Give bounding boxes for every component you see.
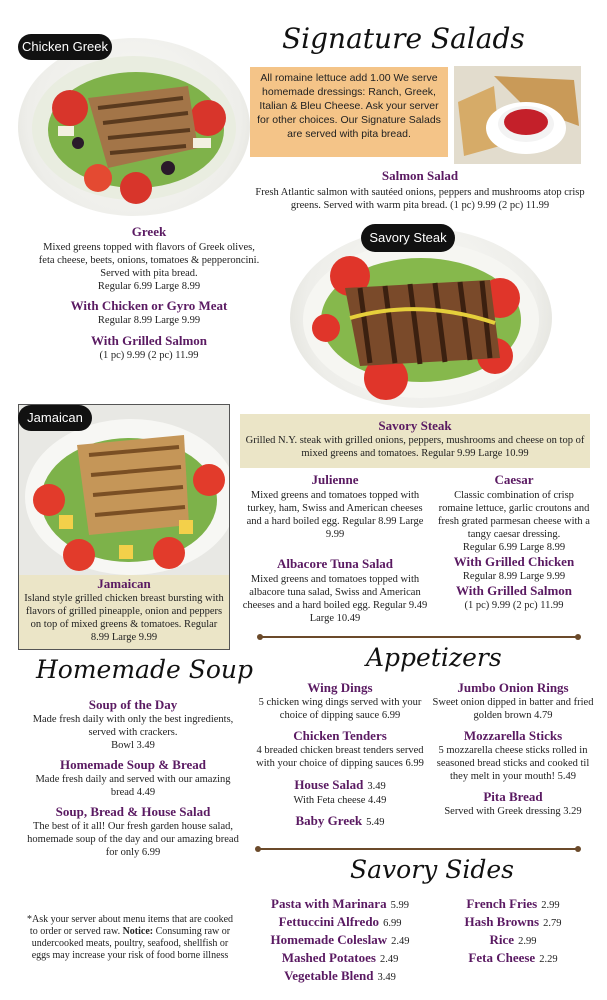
notice-bold: Notice: bbox=[122, 926, 154, 937]
caesar-name: Caesar bbox=[494, 472, 534, 487]
wing-dings-name: Wing Dings bbox=[307, 680, 373, 695]
pita-bread-desc: Served with Greek dressing 3.29 bbox=[444, 806, 582, 817]
appetizers-heading: Appetizers bbox=[366, 643, 502, 672]
side-price: 6.99 bbox=[383, 918, 402, 929]
chicken-tenders-desc: 4 breaded chicken breast tenders served with your choice of dipping sauces 6.99 bbox=[256, 745, 424, 769]
salmon-salad-name: Salmon Salad bbox=[381, 168, 459, 183]
soup-combo-desc: The best of it all! Our fresh garden house salad, homemade soup of the day and our amazing bread for only 6.99 bbox=[27, 821, 239, 858]
house-salad-row bbox=[252, 776, 428, 794]
pita-dip-photo bbox=[454, 66, 581, 164]
side-row bbox=[250, 931, 430, 949]
side-row bbox=[250, 967, 430, 985]
caesar-price: Regular 6.99 Large 8.99 bbox=[462, 542, 566, 553]
side-price: 2.99 bbox=[541, 900, 560, 911]
salad-intro-note bbox=[250, 67, 448, 157]
albacore-item bbox=[240, 556, 430, 625]
mozzarella-sticks-name: Mozzarella Sticks bbox=[463, 728, 563, 743]
side-name: Feta Cheese bbox=[468, 950, 536, 965]
jamaican-item bbox=[19, 575, 229, 649]
chicken-tenders-name: Chicken Tenders bbox=[293, 728, 387, 743]
caesar-chicken-price: Regular 8.99 Large 9.99 bbox=[462, 571, 566, 582]
side-name: Vegetable Blend bbox=[284, 968, 374, 983]
salad-intro-note-text: All romaine lettuce add 1.00 We serve homemade dressings: Ranch, Greek, Italian & Bleu Cheese. Ask your server for other choices. Our Signature Salads are served with pita bread. bbox=[257, 72, 441, 140]
side-price: 2.49 bbox=[391, 936, 410, 947]
greek-chicken-gyro-name: With Chicken or Gyro Meat bbox=[70, 298, 228, 313]
julienne-name: Julienne bbox=[311, 472, 359, 487]
chicken-greek-photo bbox=[18, 38, 250, 216]
caesar-salmon-price: (1 pc) 9.99 (2 pc) 11.99 bbox=[464, 600, 564, 611]
greek-salmon-name: With Grilled Salmon bbox=[90, 333, 208, 348]
greek-desc: Mixed greens topped with flavors of Greek olives, feta cheese, beets, onions, tomatoes & pepperoncini. Served with pita bread. bbox=[38, 242, 260, 279]
notice-line1: *Ask your server about menu items that are cooked to order or served raw. bbox=[26, 914, 234, 937]
greek-item bbox=[34, 224, 264, 362]
jamaican-name: Jamaican bbox=[97, 576, 151, 591]
side-row bbox=[250, 949, 430, 967]
chicken-greek-badge: Chicken Greek bbox=[18, 34, 112, 60]
savory-steak-desc: Grilled N.Y. steak with grilled onions, peppers, mushrooms and cheese on top of mixed greens and tomatoes. Regular 9.99 Large 10.99 bbox=[245, 435, 585, 459]
side-row bbox=[438, 949, 588, 967]
savory-steak-badge: Savory Steak bbox=[361, 224, 455, 252]
greek-salmon-price: (1 pc) 9.99 (2 pc) 11.99 bbox=[99, 350, 199, 361]
house-salad-name: House Salad bbox=[294, 777, 364, 792]
signature-salads-heading: Signature Salads bbox=[282, 22, 525, 55]
side-row bbox=[438, 913, 588, 931]
onion-rings-name: Jumbo Onion Rings bbox=[457, 680, 569, 695]
jamaican-desc: Island style grilled chicken breast bursting with flavors of grilled pineapple, onion and peppers on top of mixed greens & tomatoes. Regular 8.99 Large 9.99 bbox=[24, 593, 224, 643]
baby-greek-price: 5.49 bbox=[366, 817, 385, 828]
salads-divider bbox=[260, 636, 578, 638]
sides-left bbox=[250, 895, 430, 985]
side-price: 5.99 bbox=[390, 900, 409, 911]
side-price: 2.29 bbox=[539, 954, 558, 965]
mozzarella-sticks-desc: 5 mozzarella cheese sticks rolled in seasoned bread sticks and cooked til they melt in your mouth! 5.49 bbox=[436, 745, 590, 782]
side-name: Hash Browns bbox=[464, 914, 540, 929]
greek-name: Greek bbox=[131, 224, 167, 239]
appetizers-divider bbox=[258, 848, 578, 850]
house-salad-price: 3.49 bbox=[367, 781, 386, 792]
soup-bread-name: Homemade Soup & Bread bbox=[59, 757, 206, 772]
albacore-desc: Mixed greens and tomatoes topped with albacore tuna salad, Swiss and American cheeses and a hard boiled egg. Regular 9.49 Large 10.49 bbox=[242, 574, 428, 624]
caesar-chicken-name: With Grilled Chicken bbox=[453, 554, 575, 569]
salmon-salad-item bbox=[240, 168, 600, 212]
side-price: 2.49 bbox=[379, 954, 399, 965]
side-row bbox=[438, 931, 588, 949]
salmon-salad-desc: Fresh Atlantic salmon with sautéed onions, peppers and mushrooms atop crisp greens. Served with warm pita bread. (1 pc) 9.99 (2 pc) 11.99 bbox=[255, 187, 585, 211]
side-price: 3.49 bbox=[377, 972, 396, 983]
caesar-item bbox=[438, 472, 590, 612]
notice-line2: Consuming raw or undercooked meats, poultry, seafood, shellfish or eggs may increase your risk of food borne illness bbox=[31, 926, 231, 961]
homemade-soup-heading: Homemade Soup bbox=[36, 655, 253, 684]
greek-price: Regular 6.99 Large 8.99 bbox=[97, 281, 201, 292]
side-price: 2.99 bbox=[518, 936, 537, 947]
pita-dip-graphic bbox=[454, 66, 581, 164]
albacore-name: Albacore Tuna Salad bbox=[276, 556, 394, 571]
caesar-salmon-name: With Grilled Salmon bbox=[455, 583, 573, 598]
chicken-greek-plate-graphic bbox=[18, 38, 250, 216]
jamaican-badge: Jamaican bbox=[18, 405, 92, 431]
onion-rings-desc: Sweet onion dipped in batter and fried golden brown 4.79 bbox=[432, 697, 594, 721]
side-name: Pasta with Marinara bbox=[271, 896, 387, 911]
soup-of-day-name: Soup of the Day bbox=[88, 697, 178, 712]
side-price: 2.79 bbox=[543, 918, 562, 929]
julienne-item bbox=[240, 472, 430, 541]
julienne-desc: Mixed greens and tomatoes topped with turkey, ham, Swiss and American cheeses and a hard boiled egg. Regular 8.99 Large 9.99 bbox=[246, 490, 424, 540]
side-name: Rice bbox=[489, 932, 515, 947]
savory-steak-plate-graphic bbox=[290, 228, 552, 408]
soup-section bbox=[26, 697, 240, 859]
soup-of-day-desc: Made fresh daily with only the best ingredients, served with crackers. bbox=[32, 714, 234, 738]
soup-bread-desc: Made fresh daily and served with our amazing bread 4.49 bbox=[35, 774, 231, 798]
side-row bbox=[250, 895, 430, 913]
baby-greek-row bbox=[252, 812, 428, 830]
baby-greek-name: Baby Greek bbox=[295, 813, 363, 828]
side-name: French Fries bbox=[466, 896, 538, 911]
house-salad-feta: With Feta cheese 4.49 bbox=[293, 795, 387, 806]
caesar-desc: Classic combination of crisp romaine lettuce, garlic croutons and fresh grated parmesan cheese with a tangy caesar dressing. bbox=[438, 490, 590, 540]
appetizers-left bbox=[252, 680, 428, 830]
wing-dings-desc: 5 chicken wing dings served with your choice of dipping sauce 6.99 bbox=[258, 697, 422, 721]
side-name: Fettuccini Alfredo bbox=[278, 914, 380, 929]
sides-right bbox=[438, 895, 588, 967]
pita-bread-name: Pita Bread bbox=[483, 789, 543, 804]
savory-sides-heading: Savory Sides bbox=[350, 855, 514, 884]
food-safety-notice bbox=[26, 914, 234, 962]
appetizers-right bbox=[428, 680, 598, 818]
greek-chicken-gyro-price: Regular 8.99 Large 9.99 bbox=[97, 315, 201, 326]
savory-steak-item bbox=[240, 414, 590, 468]
savory-steak-photo bbox=[290, 228, 552, 408]
side-name: Mashed Potatoes bbox=[281, 950, 376, 965]
side-row bbox=[438, 895, 588, 913]
side-name: Homemade Coleslaw bbox=[270, 932, 388, 947]
soup-combo-name: Soup, Bread & House Salad bbox=[55, 804, 211, 819]
side-row bbox=[250, 913, 430, 931]
soup-of-day-price: Bowl 3.49 bbox=[111, 740, 155, 751]
savory-steak-name: Savory Steak bbox=[378, 418, 452, 433]
